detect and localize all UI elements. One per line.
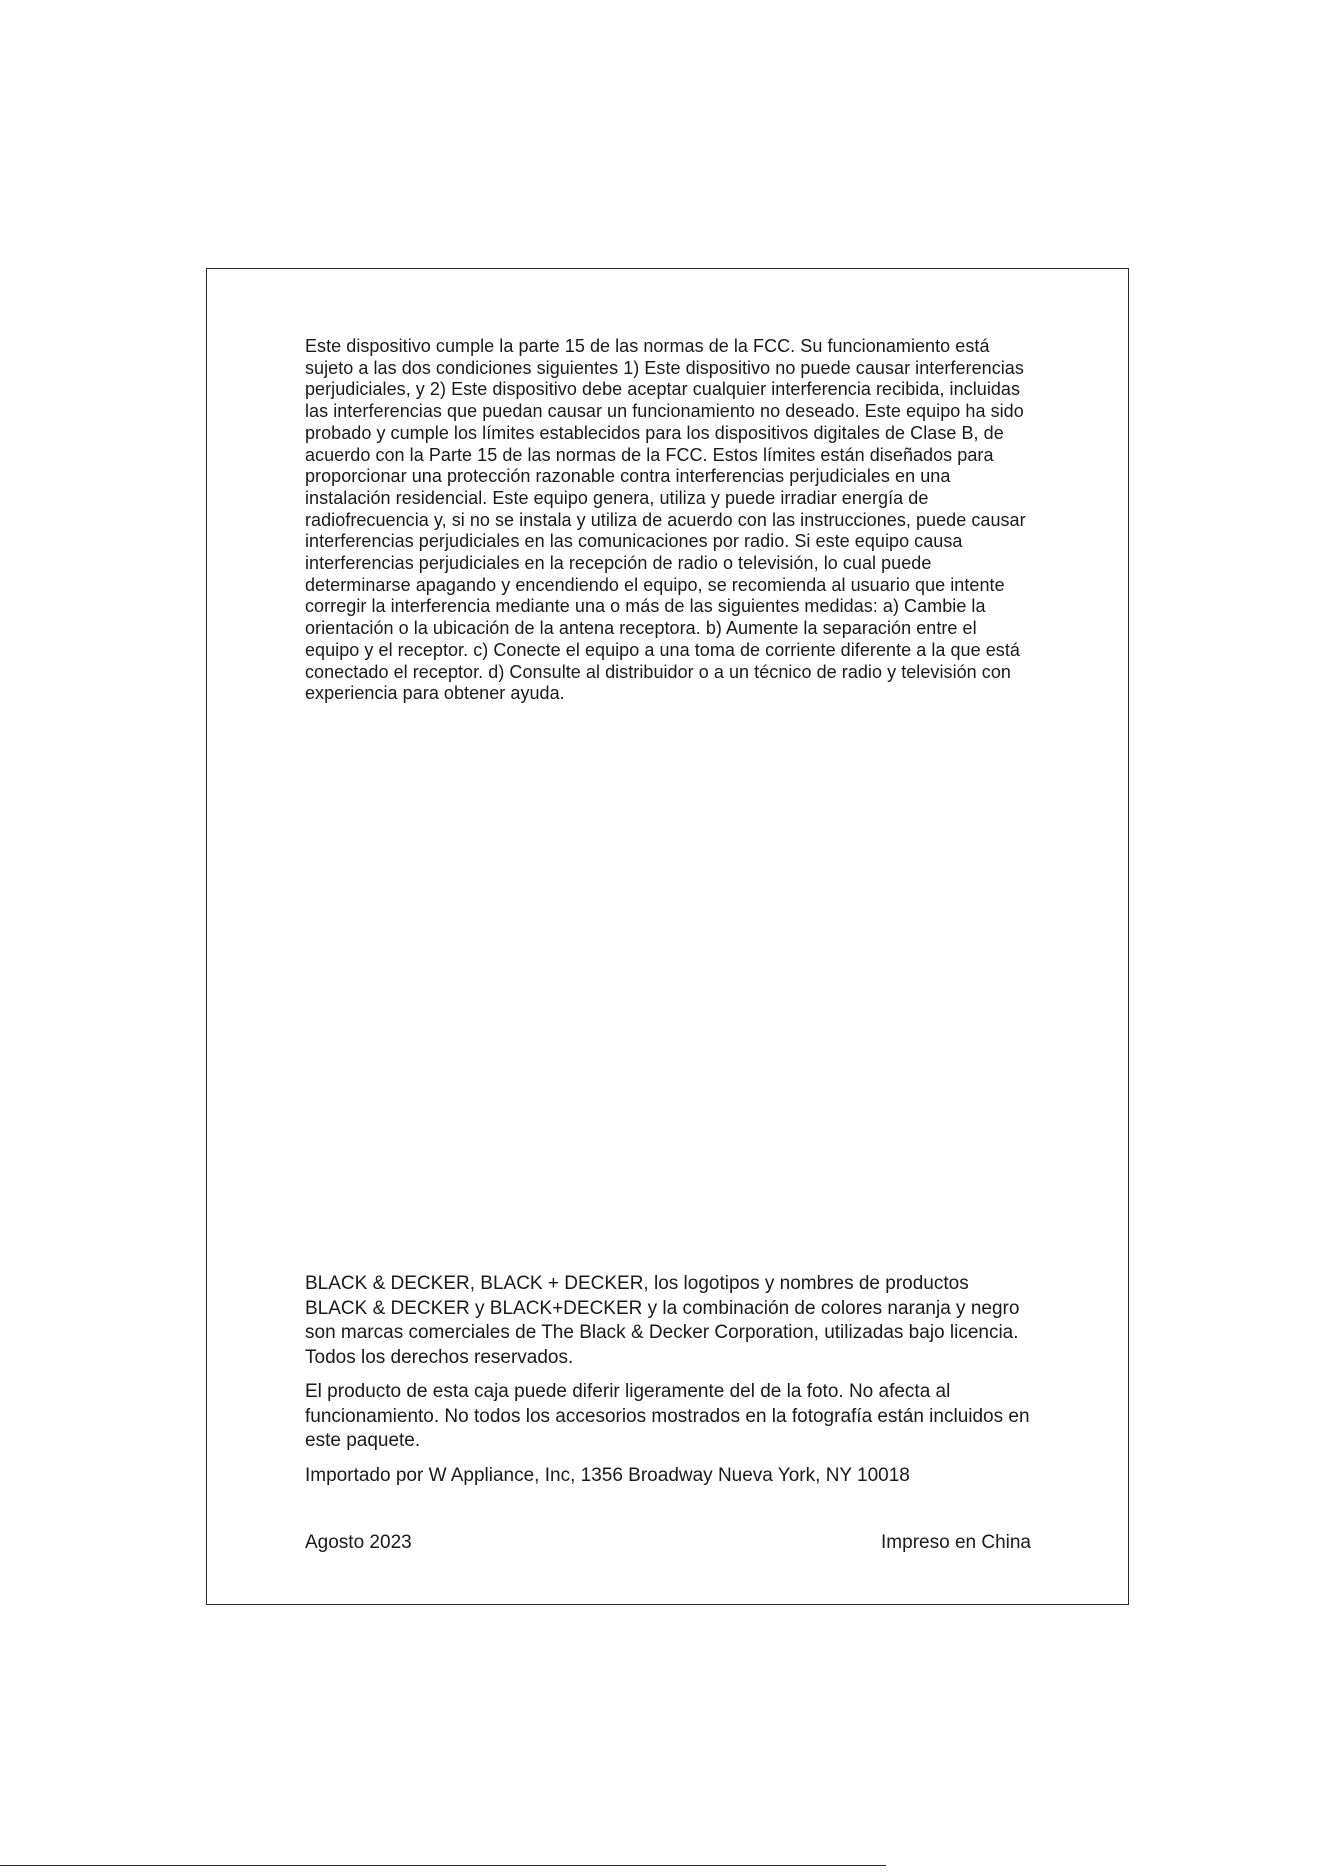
publication-date: Agosto 2023 [305, 1532, 412, 1553]
bottom-divider-line [0, 1865, 886, 1866]
importer-address: Importado por W Appliance, Inc, 1356 Broadway Nueva York, NY 10018 [305, 1464, 910, 1486]
publication-info-row [305, 1531, 1031, 1555]
product-disclaimer: El producto de esta caja puede diferir ligeramente del de la foto. No afecta al funcionamiento. No todos los accesorios mostrados en la fotografía están incluidos en este paquete. [305, 1381, 1030, 1451]
legal-footer [305, 1272, 1030, 1498]
trademark-notice: BLACK & DECKER, BLACK + DECKER, los logotipos y nombres de productos BLACK & DECKER y BLACK+DECKER y la combinación de colores naranja y negro son marcas comerciales de The Black & Decker Corporation, utilizadas bajo licencia. Todos los derechos reservados. [305, 1273, 1020, 1368]
printed-in-label: Impreso en China [881, 1532, 1031, 1553]
fcc-compliance-notice: Este dispositivo cumple la parte 15 de las normas de la FCC. Su funcionamiento está sujeto a las dos condiciones siguientes 1) Este dispositivo no puede causar interferencias perjudiciales, y 2) Este dispositivo debe aceptar cualquier interferencia recibida, incluidas las interferencias que puedan causar un funcionamiento no deseado. Este equipo ha sido probado y cumple los límites establecidos para los dispositivos digitales de Clase B, de acuerdo con la Parte 15 de las normas de la FCC. Estos límites están diseñados para proporcionar una protección razonable contra interferencias perjudiciales en una instalación residencial. Este equipo genera, utiliza y puede irradiar energía de radiofrecuencia y, si no se instala y utiliza de acuerdo con las instrucciones, puede causar interferencias perjudiciales en las comunicaciones por radio. Si este equipo causa interferencias perjudiciales en la recepción de radio o televisión, lo cual puede determinarse apagando y encendiendo el equipo, se recomienda al usuario que intente corregir la interferencia mediante una o más de las siguientes medidas: a) Cambie la orientación o la ubicación de la antena receptora. b) Aumente la separación entre el equipo y el receptor. c) Conecte el equipo a una toma de corriente diferente a la que está conectado el receptor. d) Consulte al distribuidor o a un técnico de radio y televisión con experiencia para obtener ayuda. [305, 336, 1026, 704]
